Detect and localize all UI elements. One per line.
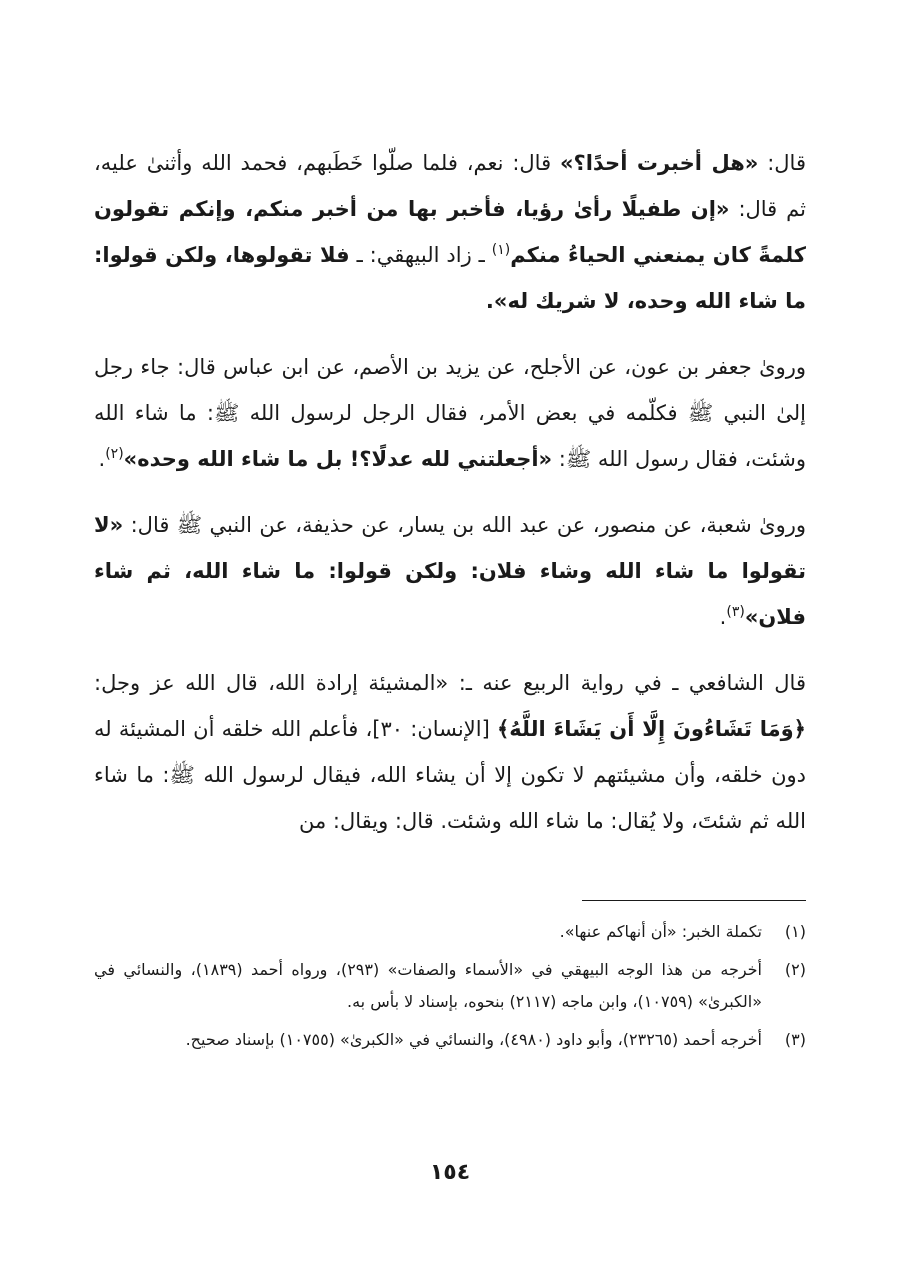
footnote-ref-2[interactable]: (٢) xyxy=(105,446,124,462)
paragraph-4 xyxy=(94,660,806,844)
text-run: ـ زاد البيهقي: ـ xyxy=(349,243,492,267)
footnote-divider xyxy=(582,900,806,901)
paragraph-1 xyxy=(94,140,806,324)
footnote-ref-3[interactable]: (٣) xyxy=(726,604,745,620)
footnotes xyxy=(94,916,806,1062)
page-number: ١٥٤ xyxy=(429,1160,471,1185)
quran-verse: ﴿وَمَا تَشَاءُونَ إِلَّا أَن يَشَاءَ اللَّهُ﴾ xyxy=(497,717,806,741)
text-run: قال: xyxy=(758,151,806,175)
quote-bold: «هل أخبرت أحدًا؟» xyxy=(559,151,759,175)
text-run: قال: نعم، فلما صلّوا خَطَبهم، فحمد الله وأثنىٰ عليه، ثم قال: xyxy=(94,151,806,221)
footnote-text: أخرجه أحمد (٢٣٢٦٥)، وأبو داود (٤٩٨٠)، والنسائي في «الكبرىٰ» (١٠٧٥٥) بإسناد صحيح. xyxy=(185,1030,762,1049)
footnote-3 xyxy=(94,1024,806,1056)
footnote-number: (٣) xyxy=(784,1030,806,1049)
footnote-text: تكملة الخبر: «أن أنهاكم عنها». xyxy=(559,922,762,941)
hadith-bold: فلا تقولوها، ولكن قولوا: ما شاء الله وحده، لا شريك له». xyxy=(94,243,806,313)
footnote-number: (٢) xyxy=(784,960,806,979)
footnote-1 xyxy=(94,916,806,948)
main-text xyxy=(94,140,806,864)
text-run: وروىٰ شعبة، عن منصور، عن عبد الله بن يسار، عن حذيفة، عن النبي ﷺ قال: xyxy=(123,513,806,537)
hadith-bold: «أجعلتني لله عدلًا؟! بل ما شاء الله وحده» xyxy=(123,447,553,471)
hadith-bold: «إن طفيلًا رأىٰ رؤيا، فأخبر بها من أخبر منكم، وإنكم تقولون كلمةً كان يمنعني الحياءُ منكم xyxy=(94,197,806,267)
text-run: وروىٰ جعفر بن عون، عن الأجلح، عن يزيد بن الأصم، عن ابن عباس قال: جاء رجل إلىٰ النبي ﷺ فكلّمه في بعض الأمر، فقال الرجل لرسول الله ﷺ: ما شاء الله وشئت، فقال رسول الله ﷺ: xyxy=(94,355,806,471)
text-run: قال الشافعي ـ في رواية الربيع عنه ـ: «المشيئة إرادة الله، قال الله عز وجل: xyxy=(94,671,806,695)
paragraph-2 xyxy=(94,344,806,482)
hadith-bold: «لا تقولوا ما شاء الله وشاء فلان: ولكن قولوا: ما شاء الله، ثم شاء فلان» xyxy=(94,513,806,629)
footnote-text: أخرجه من هذا الوجه البيهقي في «الأسماء والصفات» (٢٩٣)، ورواه أحمد (١٨٣٩)، والنسائي في «الكبرىٰ» (١٠٧٥٩)، وابن ماجه (٢١١٧) بنحوه، بإسناد لا بأس به. xyxy=(94,960,763,1011)
footnote-ref-1[interactable]: (١) xyxy=(491,242,511,258)
text-run: . xyxy=(98,447,106,471)
paragraph-3 xyxy=(94,502,806,640)
text-run: . xyxy=(719,605,727,629)
footnote-2 xyxy=(94,954,806,1018)
text-run: [الإنسان: ٣٠]، فأعلم الله خلقه أن المشيئة له دون خلقه، وأن مشيئتهم لا تكون إلا أن يشاء الله، فيقال لرسول الله ﷺ: ما شاء الله ثم شئتَ، ولا يُقال: ما شاء الله وشئت. قال: ويقال: من xyxy=(94,717,806,833)
footnote-number: (١) xyxy=(784,922,806,941)
